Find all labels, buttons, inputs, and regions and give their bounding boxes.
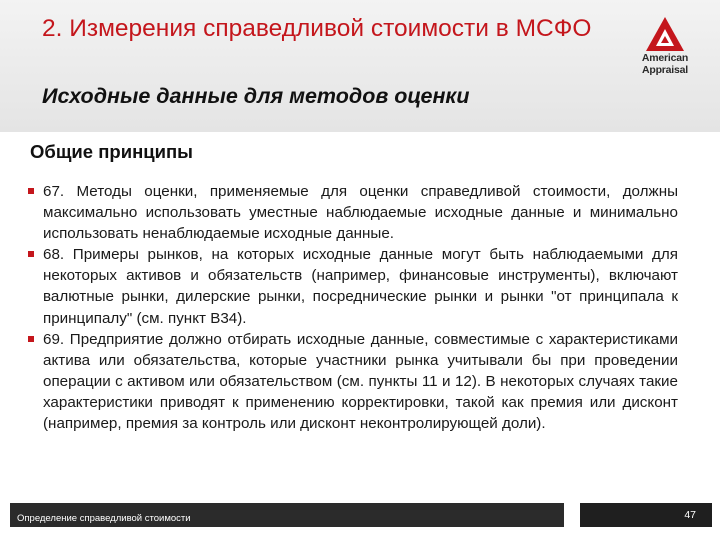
red-triangle-logo-icon — [645, 16, 685, 52]
logo-line-2: Appraisal — [641, 64, 689, 76]
slide-title: 2. Измерения справедливой стоимости в МСФО — [42, 15, 592, 42]
footer-label: Определение справедливой стоимости — [17, 513, 191, 524]
logo-line-1: American — [641, 52, 689, 64]
paragraph-text: 67. Методы оценки, применяемые для оценки справедливой стоимости, должны максимально использовать уместные наблюдаемые исходные данные и минимально использовать ненаблюдаемые исходные данные. — [43, 183, 678, 243]
section-heading: Общие принципы — [30, 141, 193, 162]
bullet-icon — [28, 188, 34, 194]
paragraph-text: 69. Предприятие должно отбирать исходные данные, совместимые с характеристиками актива или обязательства, которые участники рынка учитывали бы при проведении операции с активом или обязательством (см. пункты 11 и 12). В некоторых случаях такие характеристики приводят к применению корректировки, такой как премия или дисконт (например, премия за контроль или дисконт неконтролирующей доли). — [43, 330, 678, 433]
paragraph-list — [28, 181, 678, 434]
footer — [0, 500, 720, 532]
paragraph-text: 68. Примеры рынков, на которых исходные данные могут быть наблюдаемыми для некоторых активов и обязательств (например, финансовые инструменты), включают валютные рынки, дилерские рынки, посреднические рынки и рынки "от принципала к принципалу" (см. пункт B34). — [43, 246, 678, 327]
bullet-icon — [28, 251, 34, 257]
paragraph-item — [28, 244, 678, 328]
page-number-box — [580, 503, 712, 527]
paragraph-item — [28, 181, 678, 244]
company-logo — [634, 16, 696, 86]
page-number: 47 — [684, 509, 696, 521]
slide-subtitle: Исходные данные для методов оценки — [42, 84, 470, 108]
paragraph-item — [28, 329, 678, 434]
footer-bar — [10, 503, 564, 527]
bullet-icon — [28, 336, 34, 342]
